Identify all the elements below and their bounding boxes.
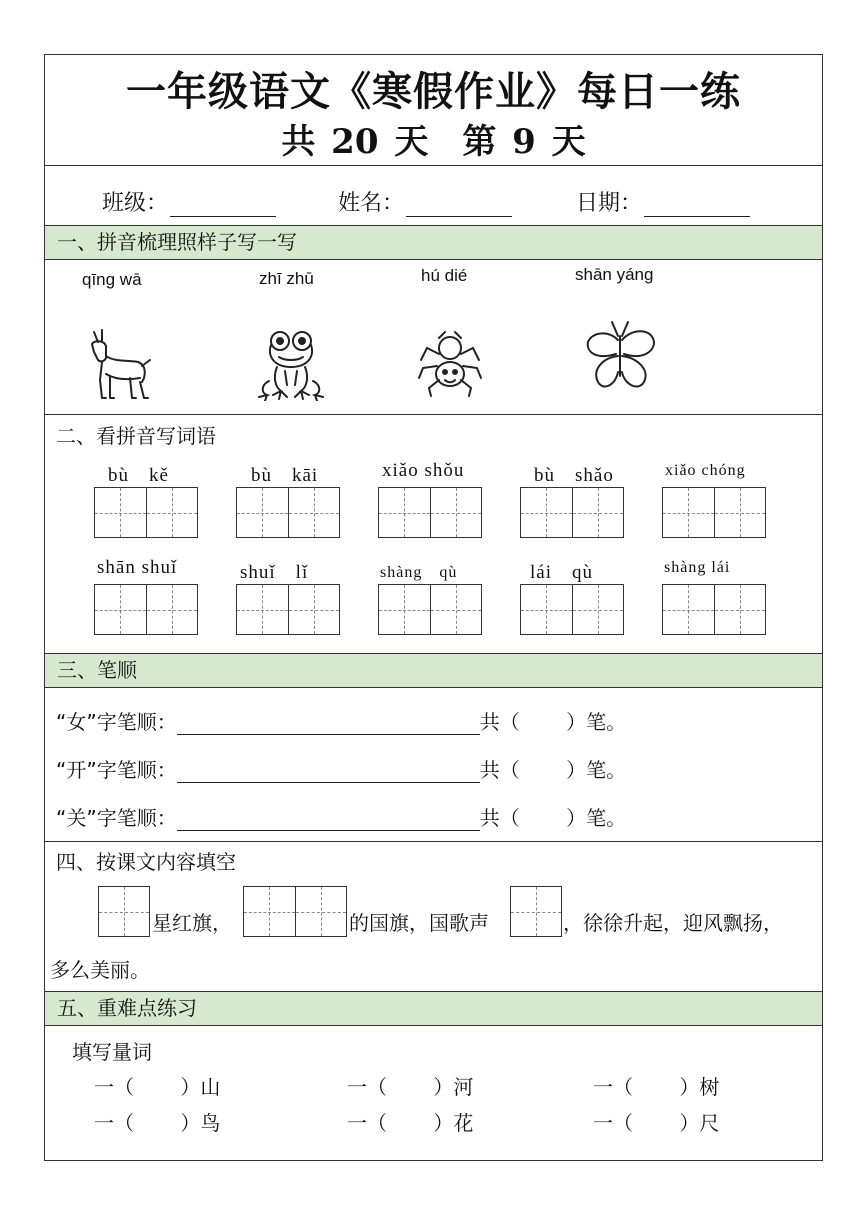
date-field[interactable] bbox=[576, 186, 750, 217]
measure-word-item[interactable]: 一（ ）花 bbox=[347, 1111, 474, 1135]
pinyin-label: shuǐ lǐ bbox=[240, 562, 309, 583]
name-label: 姓名： bbox=[338, 191, 405, 216]
divider bbox=[44, 841, 823, 842]
class-field[interactable] bbox=[102, 186, 276, 217]
pinyin-label: qīng wā bbox=[82, 270, 142, 289]
pinyin-label: bù kě bbox=[108, 465, 169, 486]
stroke-count: 共（ ）笔。 bbox=[479, 806, 627, 830]
pinyin-label: shàng qù bbox=[380, 564, 458, 581]
writing-grid[interactable] bbox=[243, 886, 347, 937]
stroke-blank[interactable] bbox=[177, 758, 480, 783]
writing-grid[interactable] bbox=[662, 487, 766, 538]
stroke-label: “关”字笔顺： bbox=[56, 806, 177, 830]
date-label: 日期： bbox=[576, 191, 643, 216]
writing-grid[interactable] bbox=[378, 584, 482, 635]
pinyin-label: zhī zhū bbox=[259, 269, 314, 288]
fill-text: 的国旗，国歌声 bbox=[349, 911, 489, 935]
section1-heading: 一、拼音梳理照样子写一写 bbox=[45, 226, 822, 259]
writing-grid[interactable] bbox=[520, 487, 624, 538]
pinyin-label: lái qù bbox=[530, 562, 593, 583]
stroke-count: 共（ ）笔。 bbox=[479, 758, 627, 782]
writing-grid[interactable] bbox=[510, 886, 562, 937]
stroke-order-row bbox=[56, 754, 626, 783]
divider bbox=[44, 165, 823, 166]
writing-grid[interactable] bbox=[236, 584, 340, 635]
page-title: 一年级语文《寒假作业》每日一练 bbox=[126, 68, 741, 115]
section2-heading: 二、看拼音写词语 bbox=[56, 424, 216, 448]
pinyin-label: xiǎo shǒu bbox=[382, 460, 465, 481]
pinyin-label: bù shǎo bbox=[534, 465, 614, 486]
stroke-blank[interactable] bbox=[177, 806, 480, 831]
stroke-blank[interactable] bbox=[177, 710, 480, 735]
frog-icon bbox=[255, 325, 327, 401]
date-blank[interactable] bbox=[644, 190, 750, 217]
fill-text: 星红旗， bbox=[152, 911, 232, 935]
goat-icon bbox=[80, 326, 152, 404]
stroke-label: “开”字笔顺： bbox=[56, 758, 177, 782]
writing-grid[interactable] bbox=[98, 886, 150, 937]
name-blank[interactable] bbox=[406, 190, 512, 217]
writing-grid[interactable] bbox=[94, 487, 198, 538]
section5-heading: 五、重难点练习 bbox=[45, 992, 822, 1025]
class-blank[interactable] bbox=[170, 190, 276, 217]
writing-grid[interactable] bbox=[236, 487, 340, 538]
class-label: 班级： bbox=[102, 191, 169, 216]
measure-word-item[interactable]: 一（ ）山 bbox=[94, 1075, 221, 1099]
name-field[interactable] bbox=[338, 186, 512, 217]
measure-word-item[interactable]: 一（ ）河 bbox=[347, 1075, 474, 1099]
fill-text: ，徐徐升起，迎风飘扬， bbox=[563, 911, 783, 935]
sub-heading: 填写量词 bbox=[72, 1040, 152, 1064]
pinyin-label: bù kāi bbox=[251, 465, 319, 486]
writing-grid[interactable] bbox=[520, 584, 624, 635]
section4-heading: 四、按课文内容填空 bbox=[56, 850, 236, 874]
butterfly-icon bbox=[584, 320, 658, 394]
fill-text: 多么美丽。 bbox=[50, 958, 150, 982]
writing-grid[interactable] bbox=[662, 584, 766, 635]
divider bbox=[44, 259, 823, 260]
stroke-order-row bbox=[56, 802, 626, 831]
writing-grid[interactable] bbox=[94, 584, 198, 635]
page-subtitle: 共 20 天 第 9 天 bbox=[281, 122, 586, 162]
stroke-order-row bbox=[56, 706, 626, 735]
divider bbox=[44, 1025, 823, 1026]
pinyin-label: hú dié bbox=[421, 266, 468, 285]
pinyin-label: shān yáng bbox=[575, 265, 654, 284]
pinyin-label: xiǎo chóng bbox=[665, 462, 746, 479]
section3-heading: 三、笔顺 bbox=[45, 654, 822, 687]
measure-word-item[interactable]: 一（ ）尺 bbox=[593, 1111, 720, 1135]
measure-word-item[interactable]: 一（ ）树 bbox=[593, 1075, 720, 1099]
measure-word-item[interactable]: 一（ ）鸟 bbox=[94, 1111, 221, 1135]
spider-icon bbox=[417, 330, 483, 398]
pinyin-label: shān shuǐ bbox=[97, 557, 178, 578]
stroke-count: 共（ ）笔。 bbox=[479, 710, 627, 734]
writing-grid[interactable] bbox=[378, 487, 482, 538]
pinyin-label: shàng lái bbox=[664, 559, 731, 576]
divider bbox=[44, 414, 823, 415]
stroke-label: “女”字笔顺： bbox=[56, 710, 177, 734]
divider bbox=[44, 687, 823, 688]
